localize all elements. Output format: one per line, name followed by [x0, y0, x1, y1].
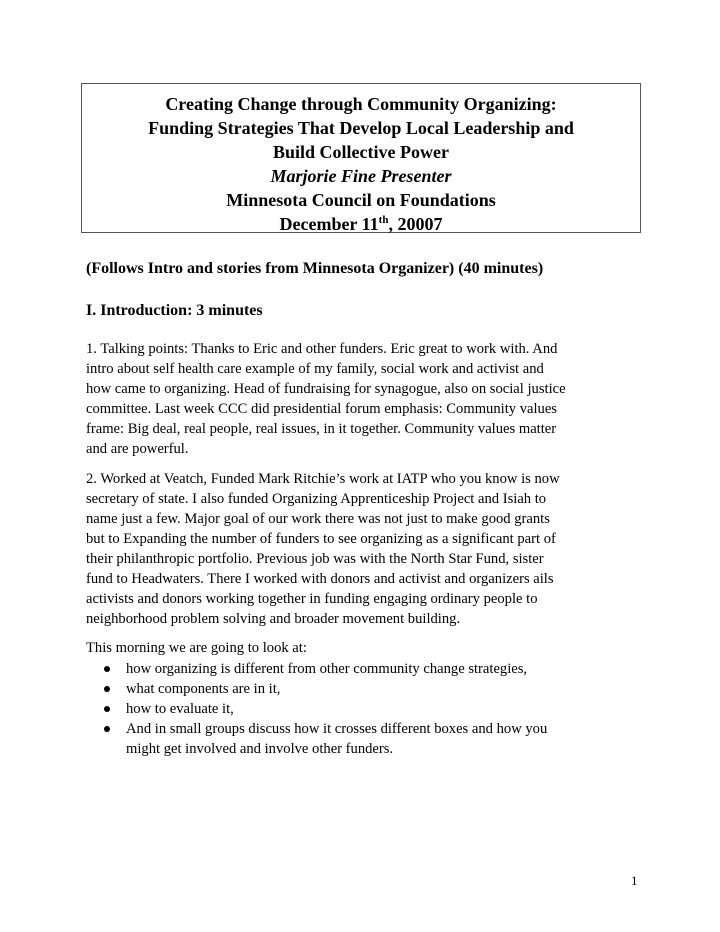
paragraph-line: and are powerful.	[86, 441, 189, 457]
title-line-3: Build Collective Power	[273, 142, 449, 162]
bullet-icon	[104, 686, 110, 692]
bullet-icon	[104, 706, 110, 712]
paragraph-line: activists and donors working together in funding engaging ordinary people to	[86, 591, 538, 607]
bullet-item	[104, 699, 624, 719]
agenda-bullet-list	[104, 659, 624, 759]
paragraph-line: but to Expanding the number of funders to see organizing as a significant part of	[86, 531, 556, 547]
paragraph-1	[86, 339, 646, 459]
paragraph-line: 2. Worked at Veatch, Funded Mark Ritchie’s work at IATP who you know is now	[86, 471, 560, 487]
session-note: (Follows Intro and stories from Minnesota Organizer) (40 minutes)	[86, 260, 544, 277]
date-prefix: December 11	[279, 214, 379, 234]
paragraph-line: how came to organizing. Head of fundraising for synagogue, also on social justice	[86, 381, 566, 397]
bullet-text: how organizing is different from other community change strategies,	[126, 661, 528, 677]
bullet-icon	[104, 666, 110, 672]
title-line-2: Funding Strategies That Develop Local Leadership and	[148, 118, 574, 138]
paragraph-line: their philanthropic portfolio. Previous job was with the North Star Fund, sister	[86, 551, 544, 567]
bullet-item	[104, 679, 624, 699]
page-number: 1	[631, 873, 638, 888]
title-box	[81, 83, 641, 233]
paragraph-3	[86, 638, 646, 658]
bullet-text: what components are in it,	[126, 681, 281, 697]
paragraph-line: 1. Talking points: Thanks to Eric and other funders. Eric great to work with. And	[86, 341, 558, 357]
bullet-icon	[104, 726, 110, 732]
date-superscript: th	[378, 214, 389, 226]
section-heading: I. Introduction: 3 minutes	[86, 302, 263, 319]
paragraph-line: fund to Headwaters. There I worked with donors and activist and organizers ails	[86, 571, 554, 587]
paragraph-line: neighborhood problem solving and broader movement building.	[86, 611, 461, 627]
paragraph-line: name just a few. Major goal of our work there was not just to make good grants	[86, 511, 550, 527]
title-line-1: Creating Change through Community Organizing:	[165, 94, 557, 114]
paragraph-2	[86, 469, 646, 629]
paragraph-line: This morning we are going to look at:	[86, 640, 307, 656]
bullet-text: And in small groups discuss how it crosses different boxes and how you	[126, 721, 548, 737]
bullet-text: how to evaluate it,	[126, 701, 234, 717]
bullet-item	[104, 659, 624, 679]
organization-name: Minnesota Council on Foundations	[226, 190, 496, 210]
paragraph-line: committee. Last week CCC did presidential forum emphasis: Community values	[86, 401, 557, 417]
presentation-date	[82, 212, 640, 236]
paragraph-line: secretary of state. I also funded Organizing Apprenticeship Project and Isiah to	[86, 491, 547, 507]
paragraph-line: intro about self health care example of my family, social work and activist and	[86, 361, 544, 377]
bullet-text: might get involved and involve other funders.	[126, 741, 394, 757]
paragraph-line: frame: Big deal, real people, real issues, in it together. Community values matter	[86, 421, 557, 437]
presenter-name: Marjorie Fine Presenter	[270, 166, 452, 186]
date-suffix: , 20007	[388, 214, 443, 234]
bullet-item	[104, 719, 624, 759]
